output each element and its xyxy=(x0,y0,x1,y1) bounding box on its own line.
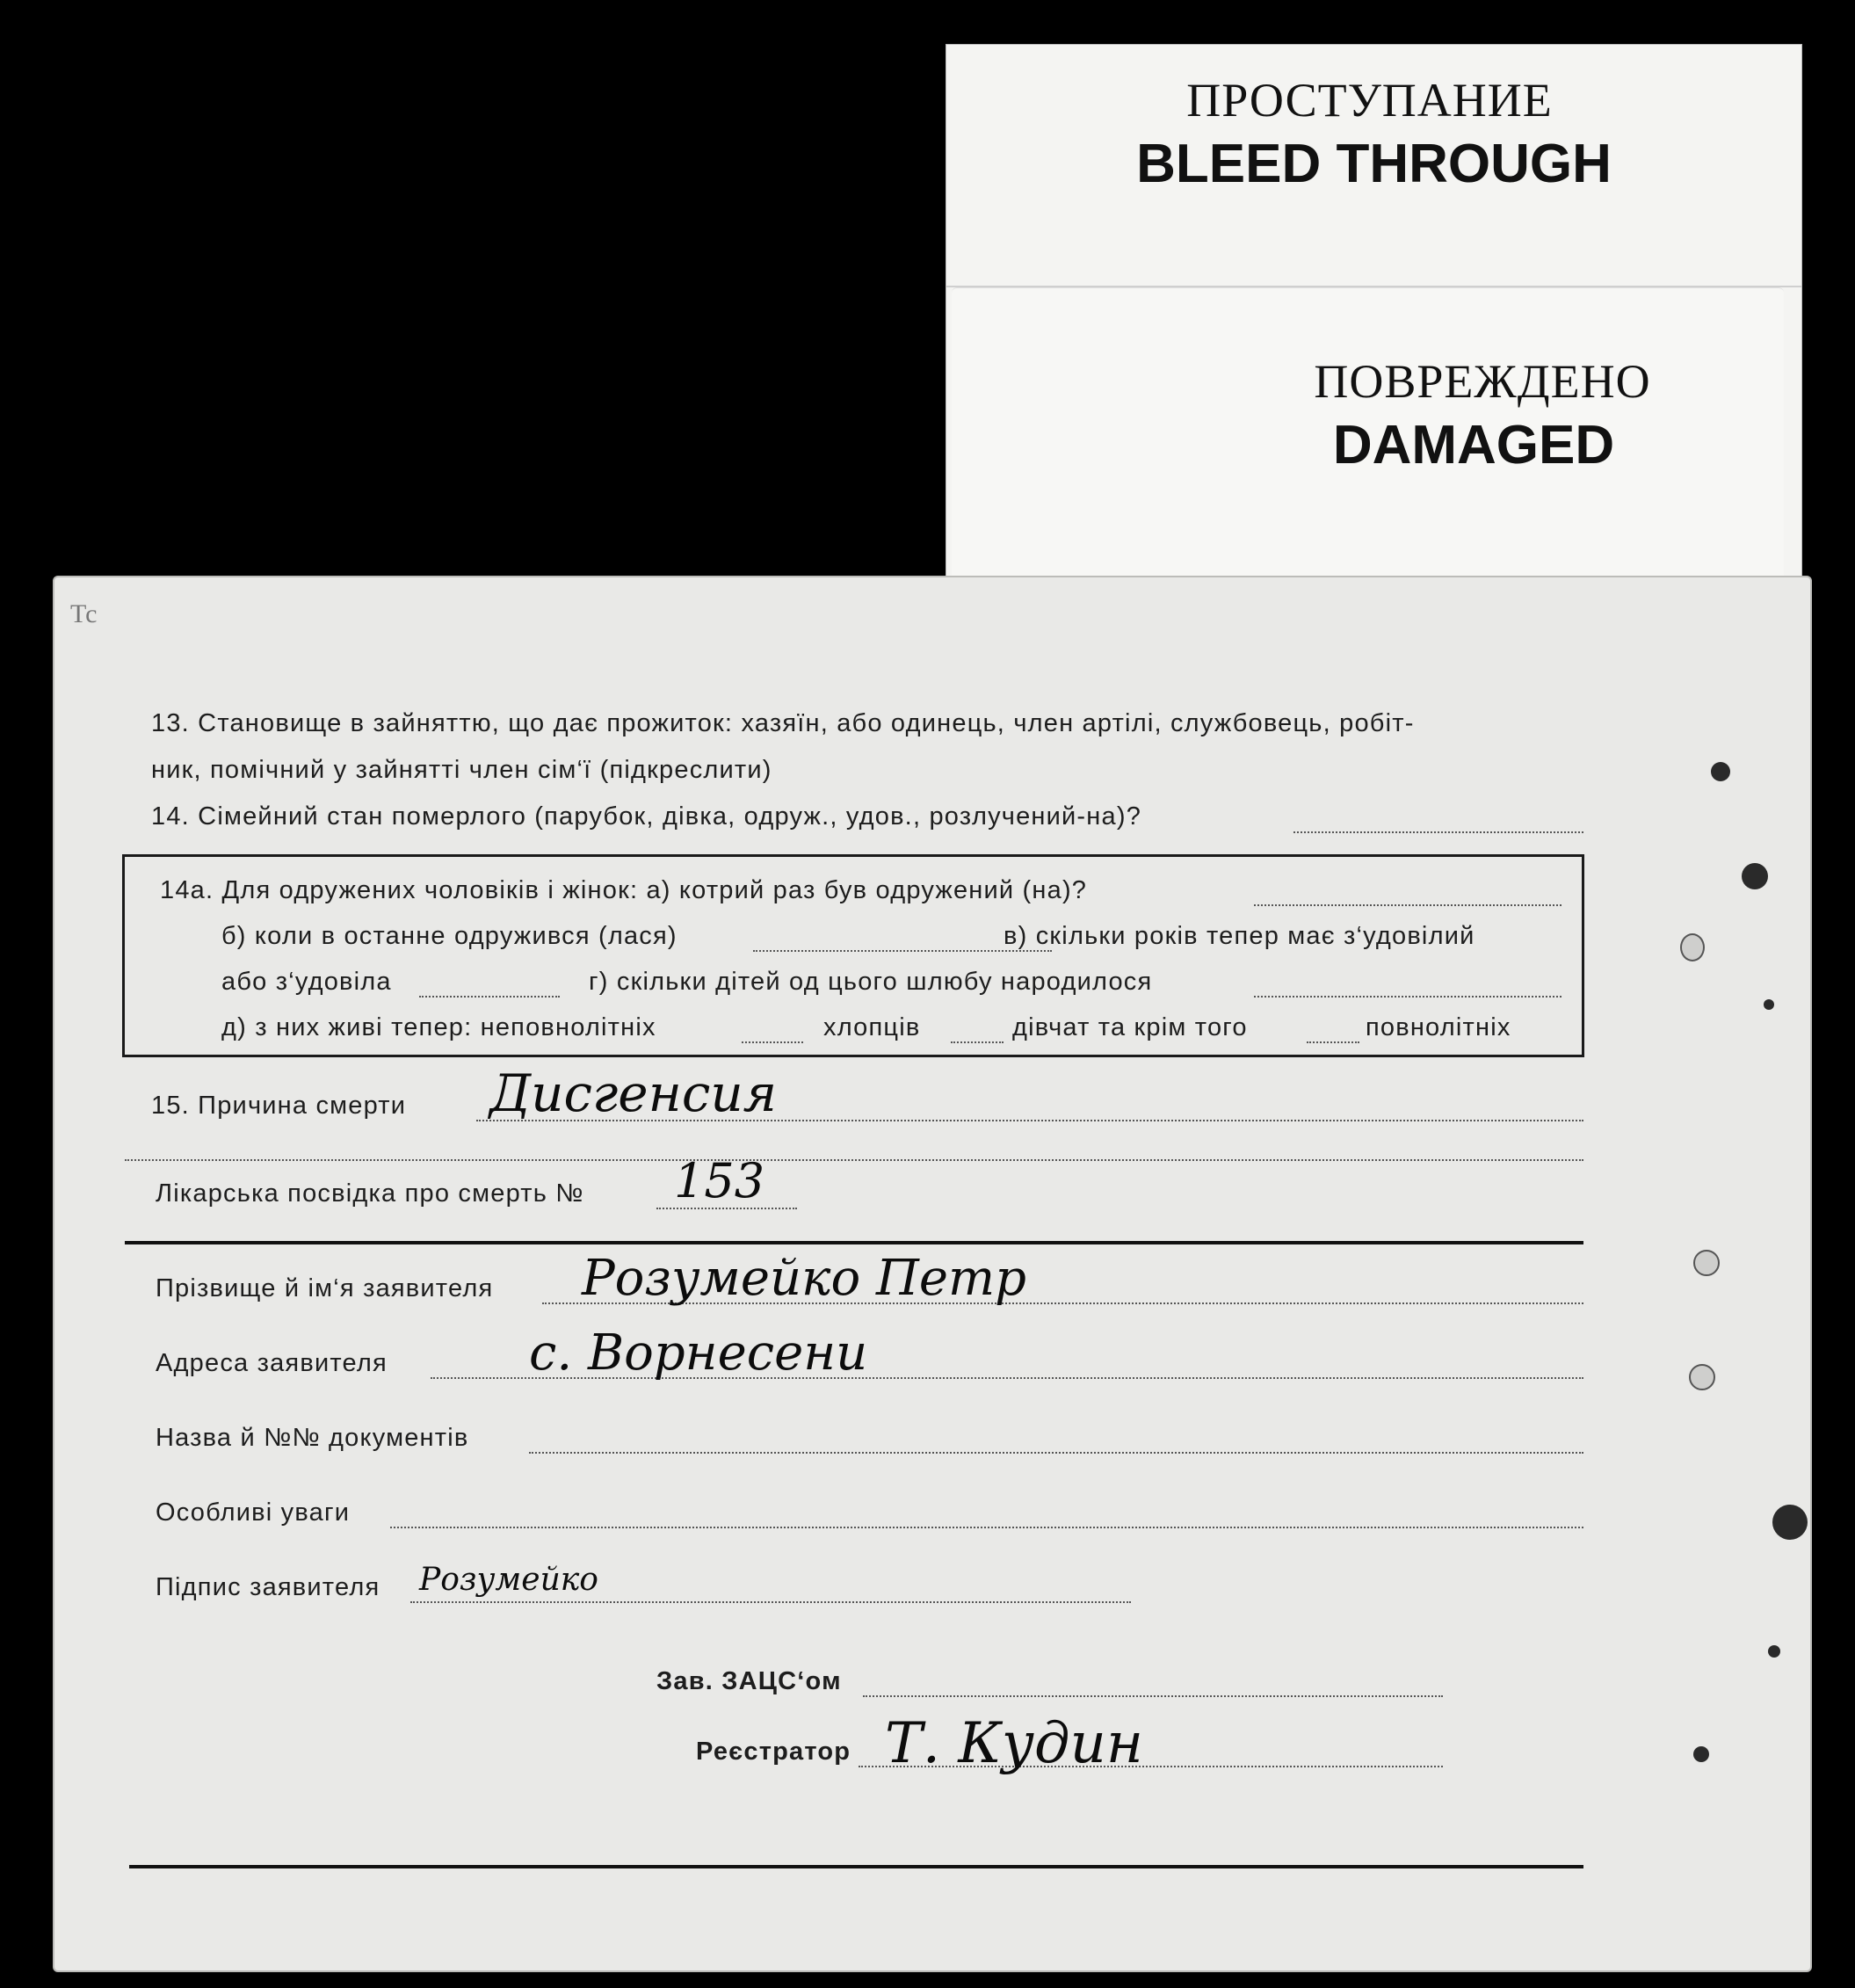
question-14a-line-4c: дівчат та крім того xyxy=(1012,1013,1248,1041)
question-13-line-2: ник, помічний у зайнятті член сім‘ї (підкреслити) xyxy=(151,756,772,784)
bleed-through-label-en: BLEED THROUGH xyxy=(1136,134,1612,194)
punch-hole xyxy=(1711,762,1730,781)
death-record-form xyxy=(53,576,1812,1972)
section-divider-top xyxy=(125,1241,1583,1244)
head-signature-field xyxy=(863,1694,1443,1697)
cause-of-death-field-line-2 xyxy=(125,1157,1583,1161)
applicant-name-handwriting: Розумейко Петр xyxy=(582,1250,1026,1307)
q14a-a-field xyxy=(1254,903,1562,906)
applicant-signature: Розумейко xyxy=(419,1562,598,1598)
question-14a-line-4b: хлопців xyxy=(823,1013,921,1041)
cause-of-death-handwriting: Дисгенсия xyxy=(489,1063,778,1123)
q14a-boys-field xyxy=(951,1040,1004,1043)
applicant-name-label: Прізвище й ім‘я заявителя xyxy=(156,1274,494,1302)
bleed-through-label-ru: ПРОСТУПАНИЕ xyxy=(1186,74,1553,127)
notes-field xyxy=(390,1525,1583,1528)
corner-mark: Тс xyxy=(70,599,98,628)
question-14 xyxy=(151,802,1810,831)
section-divider-bottom xyxy=(129,1865,1583,1868)
question-14a-line-1: 14а. Для одружених чоловіків і жінок: а) котрий раз був одружений (на)? xyxy=(160,876,1088,904)
punch-hole xyxy=(1693,1746,1709,1762)
archive-label-card xyxy=(946,44,1802,582)
punch-hole xyxy=(1689,1364,1715,1390)
documents-field xyxy=(529,1450,1583,1454)
head-label: Зав. ЗАЦС‘ом xyxy=(656,1667,842,1695)
punch-hole xyxy=(1693,1250,1720,1276)
q14a-girls-field xyxy=(1307,1040,1359,1043)
question-14a-line-2a: б) коли в останне одружився (лася) xyxy=(221,922,678,950)
signature-label: Підпис заявителя xyxy=(156,1573,380,1601)
punch-hole xyxy=(1764,999,1774,1010)
q14a-g-field xyxy=(1254,994,1562,998)
damaged-label-en: DAMAGED xyxy=(1332,415,1615,475)
question-15-label: 15. Причина смерти xyxy=(151,1092,407,1120)
question-13-line-1: 13. Становище в зайняттю, що дає прожиток: хазяїн, або одинець, член артілі, службовець, робіт- xyxy=(151,709,1415,737)
applicant-address-handwriting: с. Ворнесени xyxy=(529,1324,868,1382)
certificate-number-handwriting: 153 xyxy=(674,1153,765,1208)
punch-hole xyxy=(1768,1645,1780,1658)
punch-hole xyxy=(1680,933,1705,961)
question-14a-line-3a: або з‘удовіла xyxy=(221,968,392,996)
q14a-minors-field xyxy=(742,1040,803,1043)
applicant-address-label: Адреса заявителя xyxy=(156,1349,388,1377)
punch-hole xyxy=(1772,1505,1808,1540)
certificate-label: Лікарська посвідка про смерть № xyxy=(156,1179,584,1208)
question-14a-line-3b: г) скільки дітей од цього шлюбу народилося xyxy=(589,968,1153,996)
registrar-signature: Т. Кудин xyxy=(885,1711,1143,1776)
documents-label: Назва й №№ документів xyxy=(156,1424,469,1452)
question-14a-line-4d: повнолітніх xyxy=(1366,1013,1511,1041)
question-14-label: 14. Сімейний стан померлого (парубок, дівка, одруж., удов., розлучений-на)? xyxy=(151,802,1142,831)
question-14-field xyxy=(1293,830,1583,833)
question-14a-line-4a: д) з них живі тепер: неповнолітніх xyxy=(221,1013,656,1041)
applicant-signature-field xyxy=(410,1600,1131,1603)
punch-hole xyxy=(1742,863,1768,889)
damaged-label-ru: ПОВРЕЖДЕНО xyxy=(1314,355,1651,408)
q14a-v-field xyxy=(419,994,560,998)
question-14a-line-2b: в) скільки років тепер має з‘удовілий xyxy=(1004,922,1475,950)
notes-label: Особливі уваги xyxy=(156,1498,351,1527)
registrar-label: Реєстратор xyxy=(696,1738,851,1766)
